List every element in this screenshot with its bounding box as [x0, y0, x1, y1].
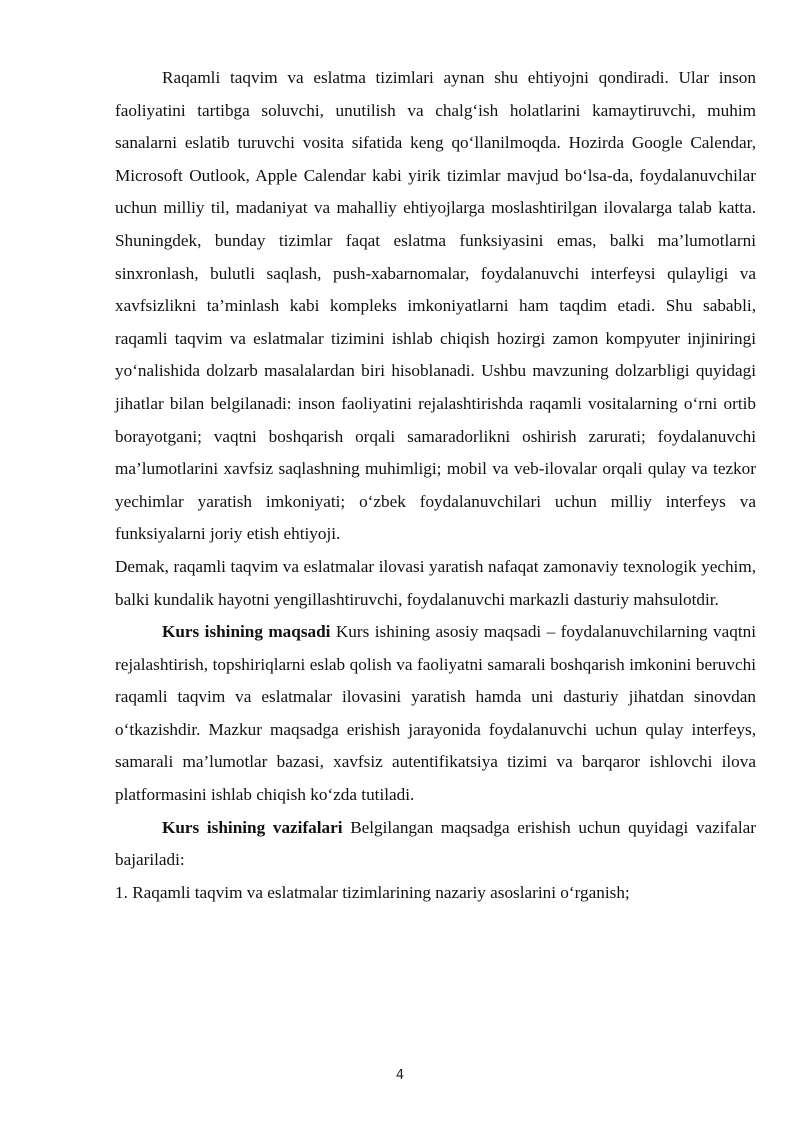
- tasks-body: Belgilangan maqsadga erishish uchun quyidagi vazifalar bajariladi:: [115, 817, 756, 870]
- page-number: 4: [395, 1068, 405, 1083]
- task-list-item: 1. Raqamli taqvim va eslatmalar tizimlarining nazariy asoslarini o‘rganish;: [115, 882, 630, 902]
- goal-heading: Kurs ishining maqsadi: [162, 622, 331, 642]
- tasks-heading: Kurs ishining vazifalari: [162, 817, 343, 837]
- paragraph-tasks: [115, 812, 756, 877]
- paragraph-goal: [115, 616, 756, 812]
- document-page: [115, 62, 756, 909]
- paragraph-intro: Raqamli taqvim va eslatma tizimlari aynan shu ehtiyojni qondiradi. Ular inson faoliyatini tartibga soluvchi, unutilish va chalg‘ish holatlarini kamaytiruvchi, muhim sanalarni eslatib turuvchi vosita sifatida keng qo‘llanilmoqda. Hozirda Google Calendar, Microsoft Outlook, Apple Calendar kabi yirik tizimlar mavjud bo‘lsa-da, foydalanuvchilar uchun milliy til, madaniyat va mahalliy ehtiyojlarga moslashtirilgan ilovalarga talab katta. Shuningdek, bunday tizimlar faqat eslatma funksiyasini emas, balki ma’lumotlarni sinxronlash, bulutli saqlash, push-xabarnomalar, foydalanuvchi interfeysi qulayligi va xavfsizlikni ta’minlash kabi kompleks imkoniyatlarni ham taqdim etadi. Shu sababli, raqamli taqvim va eslatmalar tizimini ishlab chiqish hozirgi zamon kompyuter injiniringi yo‘nalishida dolzarb masalalardan biri hisoblanadi. Ushbu mavzuning dolzarbligi quyidagi jihatlar bilan belgilanadi: inson faoliyatini rejalashtirishda raqamli vositalarning o‘rni ortib borayotgani; vaqtni boshqarish orqali samaradorlikni oshirish zarurati; foydalanuvchi ma’lumotlarini xavfsiz saqlashning muhimligi; mobil va veb-ilovalar orqali qulay va tezkor yechimlar yaratish imkoniyati; o‘zbek foydalanuvchilari uchun milliy interfeys va funksiyalarni joriy etish ehtiyoji.: [115, 68, 756, 544]
- goal-body: Kurs ishining asosiy maqsadi – foydalanuvchilarning vaqtni rejalashtirish, topshiriqlarni eslab qolish va faoliyatni samarali boshqarish imkonini beruvchi raqamli taqvim va eslatmalar ilovasini yaratish hamda uni dasturiy jihatdan sinovdan o‘tkazishdir. Mazkur maqsadga erishish jarayonida foydalanuvchi uchun qulay interfeys, samarali ma’lumotlar bazasi, xavfsiz autentifikatsiya tizimi va barqaror ishlovchi ilova platformasini ishlab chiqish ko‘zda tutiladi.: [115, 622, 757, 805]
- paragraph-conclusion: Demak, raqamli taqvim va eslatmalar ilovasi yaratish nafaqat zamonaviy texnologik yechim, balki kundalik hayotni yengillashtiruvchi, foydalanuvchi markazli dasturiy mahsulotdir.: [115, 556, 756, 609]
